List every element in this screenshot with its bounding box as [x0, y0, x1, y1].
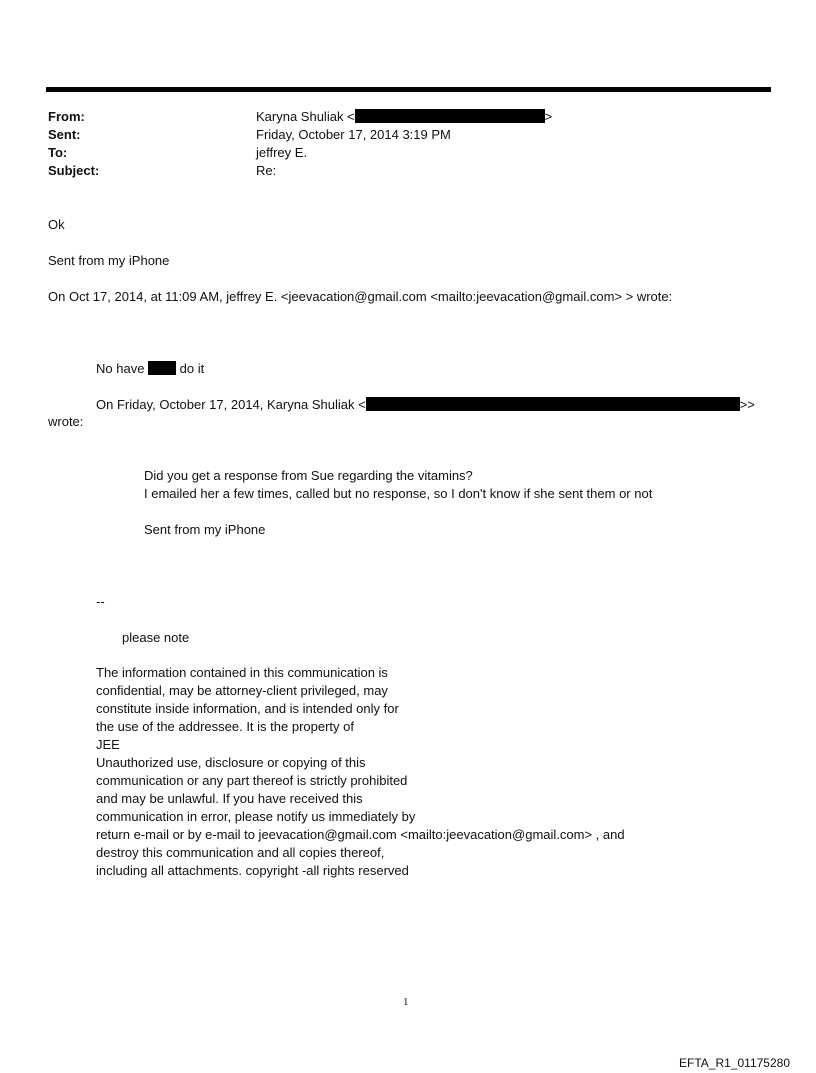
disclaimer-line: Unauthorized use, disclosure or copying of this	[96, 755, 366, 770]
page-number: 1	[403, 996, 409, 1008]
no-have-post: do it	[179, 361, 205, 376]
subject-value: Re:	[256, 163, 277, 178]
from-suffix: >	[544, 109, 553, 124]
separator-dashes: --	[96, 594, 105, 609]
wrote-text: wrote:	[48, 414, 84, 429]
disclaimer-line: including all attachments. copyright -all rights reserved	[96, 863, 409, 878]
on-friday-pre: On Friday, October 17, 2014, Karyna Shuliak <	[96, 397, 366, 412]
signature-1: Sent from my iPhone	[48, 253, 170, 268]
redaction-bar	[355, 109, 545, 123]
header-rule	[46, 87, 771, 92]
please-note: please note	[122, 630, 190, 645]
question-line-2: I emailed her a few times, called but no response, so I don't know if she sent them or not	[144, 486, 653, 501]
reply-text: Ok	[48, 217, 65, 232]
disclaimer-line: JEE	[96, 737, 120, 752]
disclaimer-line: return e-mail or by e-mail to jeevacation@gmail.com <mailto:jeevacation@gmail.com> , and	[96, 827, 625, 842]
document-id: EFTA_R1_01175280	[679, 1056, 790, 1070]
sent-value: Friday, October 17, 2014 3:19 PM	[256, 127, 451, 142]
to-label: To:	[48, 145, 68, 160]
no-have-pre: No have	[96, 361, 145, 376]
on-friday-post: >>	[739, 397, 755, 412]
quote-intro: On Oct 17, 2014, at 11:09 AM, jeffrey E. <jeevacation@gmail.com <mailto:jeevacation@gmail.com> > wrote:	[48, 289, 673, 304]
sent-label: Sent:	[48, 127, 81, 142]
question-line-1: Did you get a response from Sue regarding the vitamins?	[144, 468, 473, 483]
disclaimer-line: and may be unlawful. If you have received this	[96, 791, 363, 806]
disclaimer-line: confidential, may be attorney-client privileged, may	[96, 683, 388, 698]
disclaimer-line: communication or any part thereof is strictly prohibited	[96, 773, 408, 788]
no-have-line	[96, 360, 204, 377]
disclaimer-line: constitute inside information, and is intended only for	[96, 701, 399, 716]
redaction-bar	[366, 397, 740, 411]
subject-label: Subject:	[48, 163, 100, 178]
from-label: From:	[48, 109, 85, 124]
to-value: jeffrey E.	[256, 145, 308, 160]
disclaimer-line: communication in error, please notify us immediately by	[96, 809, 416, 824]
redaction-bar	[148, 361, 176, 375]
disclaimer-line: destroy this communication and all copies thereof,	[96, 845, 385, 860]
from-name: Karyna Shuliak <	[256, 109, 355, 124]
disclaimer-line: the use of the addressee. It is the property of	[96, 719, 354, 734]
disclaimer-line: The information contained in this communication is	[96, 665, 388, 680]
signature-2: Sent from my iPhone	[144, 522, 266, 537]
from-value	[256, 108, 552, 125]
disclaimer-block	[96, 664, 625, 880]
on-friday-line	[96, 396, 755, 413]
